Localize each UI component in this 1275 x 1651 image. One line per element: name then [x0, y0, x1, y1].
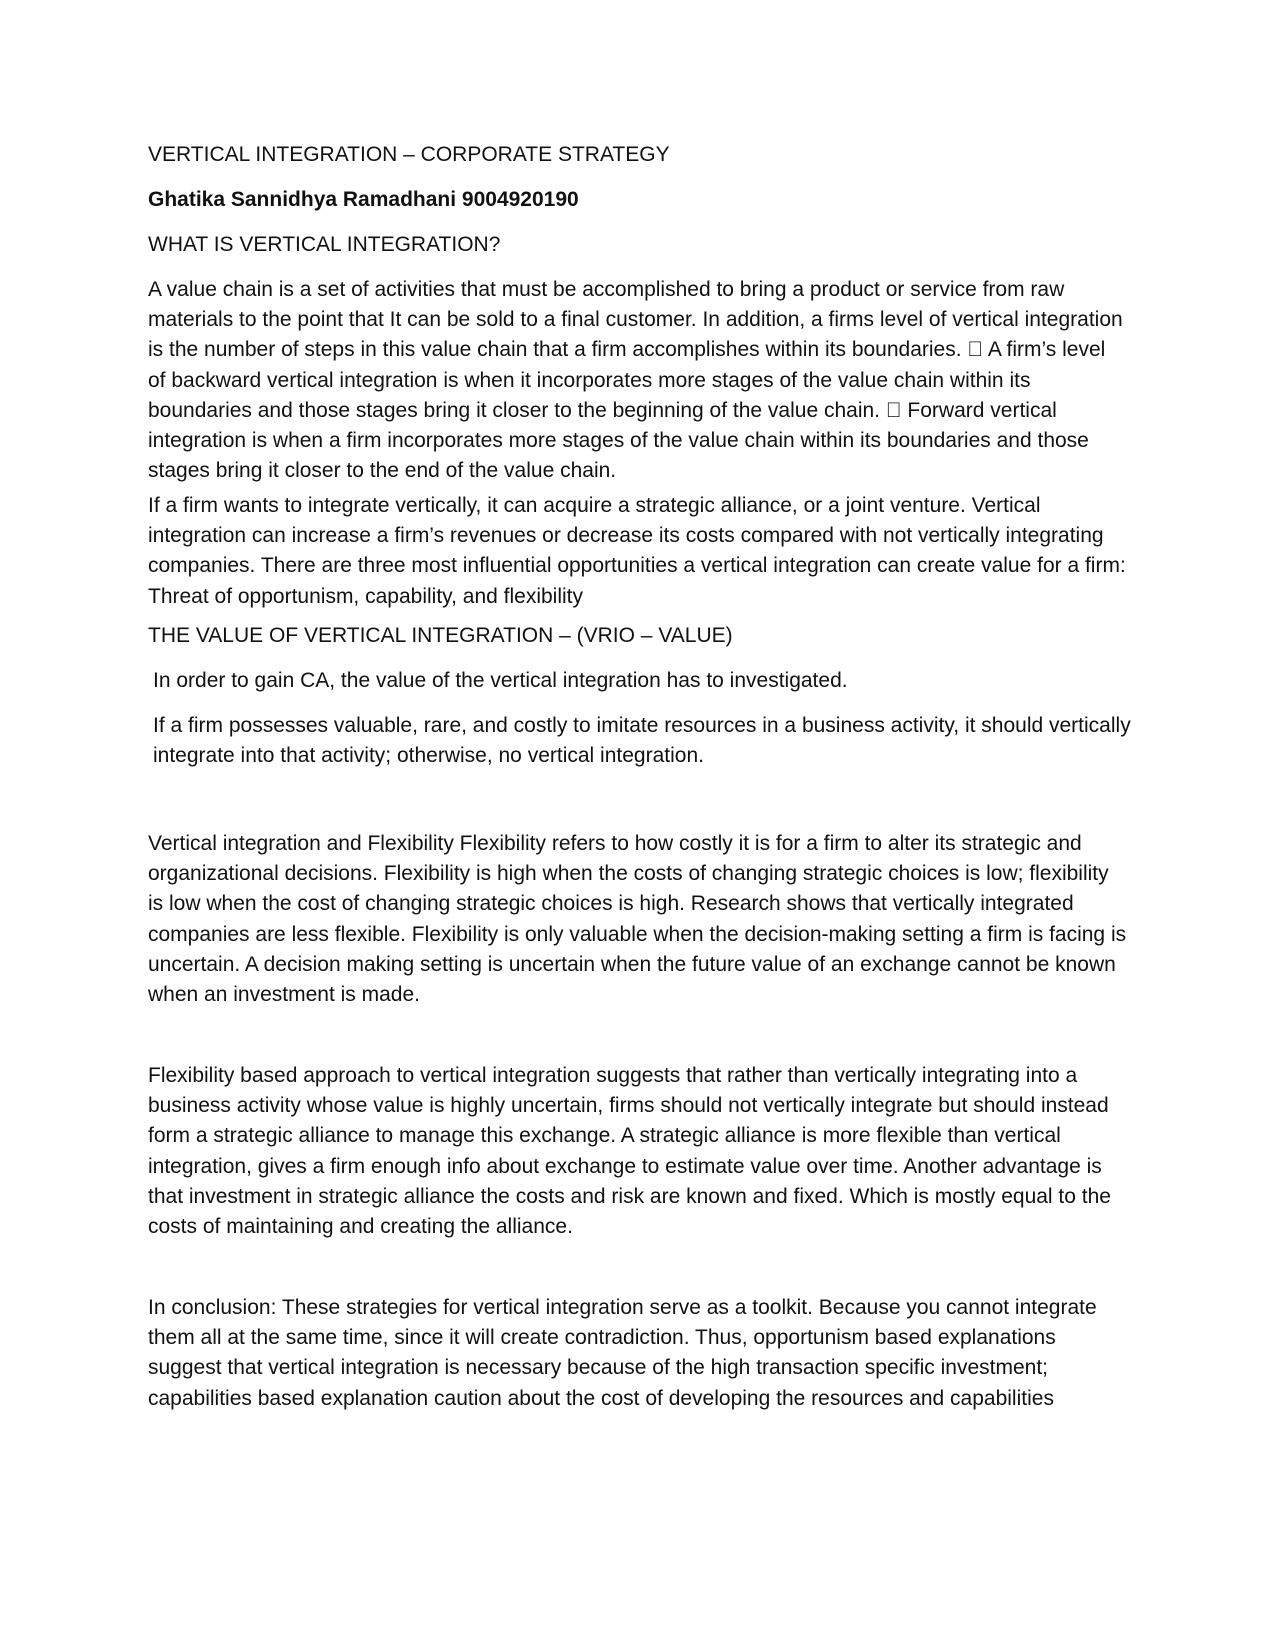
paragraph-value-chain: A value chain is a set of activities that must be accomplished to bring a product or service from raw materials to the point that It can be sold to a final customer. In addition, a firms level of vertical integration is the number of steps in this value chain that a firm accomplishes within its boundaries.   A firm’s level of backward vertical integration is when it incorporates more stages of the value chain within its boundaries and those stages bring it closer to the beginning of the value chain.   Forward vertical integration is when a firm incorporates more stages of the value chain within its boundaries and those stages bring it closer to the end of the value chain. — [148, 278, 1123, 483]
section-heading-what-is: WHAT IS VERTICAL INTEGRATION? — [148, 233, 501, 256]
paragraph-flexibility: Vertical integration and Flexibility Flexibility refers to how costly it is for a firm to alter its strategic and organizational decisions. Flexibility is high when the costs of changing strategic choices is low; flexibility is low when the cost of changing strategic choices is high. Research shows that vertically integrated companies are less flexible. Flexibility is only valuable when the decision-making setting a firm is facing is uncertain. A decision making setting is uncertain when the future value of an exchange cannot be known when an investment is made. — [148, 832, 1127, 1007]
section-heading-value: THE VALUE OF VERTICAL INTEGRATION – (VRIO – VALUE) — [148, 624, 733, 647]
paragraph-conclusion: In conclusion: These strategies for vertical integration serve as a toolkit. Because you cannot integrate them all at the same time, since it will create contradiction. Thus, opportunism based explanations suggest that vertical integration is necessary because of the high transaction specific investment; capabilities based explanation caution about the cost of developing the resources and capabilities — [148, 1296, 1097, 1410]
paragraph-strategic-alliance: Flexibility based approach to vertical integration suggests that rather than vertically integrating into a business activity whose value is highly uncertain, firms should not vertically integrate but should instead form a strategic alliance to manage this exchange. A strategic alliance is more flexible than vertical integration, gives a firm enough info about exchange to estimate value over time. Another advantage is that investment in strategic alliance the costs and risk are known and fixed. Which is mostly equal to the costs of maintaining and creating the alliance. — [148, 1064, 1111, 1239]
document-title: VERTICAL INTEGRATION – CORPORATE STRATEGY — [148, 143, 670, 166]
author-line: Ghatika Sannidhya Ramadhani 9004920190 — [148, 188, 579, 211]
document-page — [148, 0, 1131, 1651]
paragraph-gain-ca: In order to gain CA, the value of the vertical integration has to investigated. — [153, 669, 848, 692]
paragraph-resources: If a firm possesses valuable, rare, and costly to imitate resources in a business activity, it should vertically integrate into that activity; otherwise, no vertical integration. — [153, 714, 1131, 768]
paragraph-integrate-vertically: If a firm wants to integrate vertically, it can acquire a strategic alliance, or a joint venture. Vertical integration can increase a firm’s revenues or decrease its costs compared with not vertically integrating companies. There are three most influential opportunities a vertical integration can create value for a firm: Threat of opportunism, capability, and flexibility — [148, 494, 1126, 608]
